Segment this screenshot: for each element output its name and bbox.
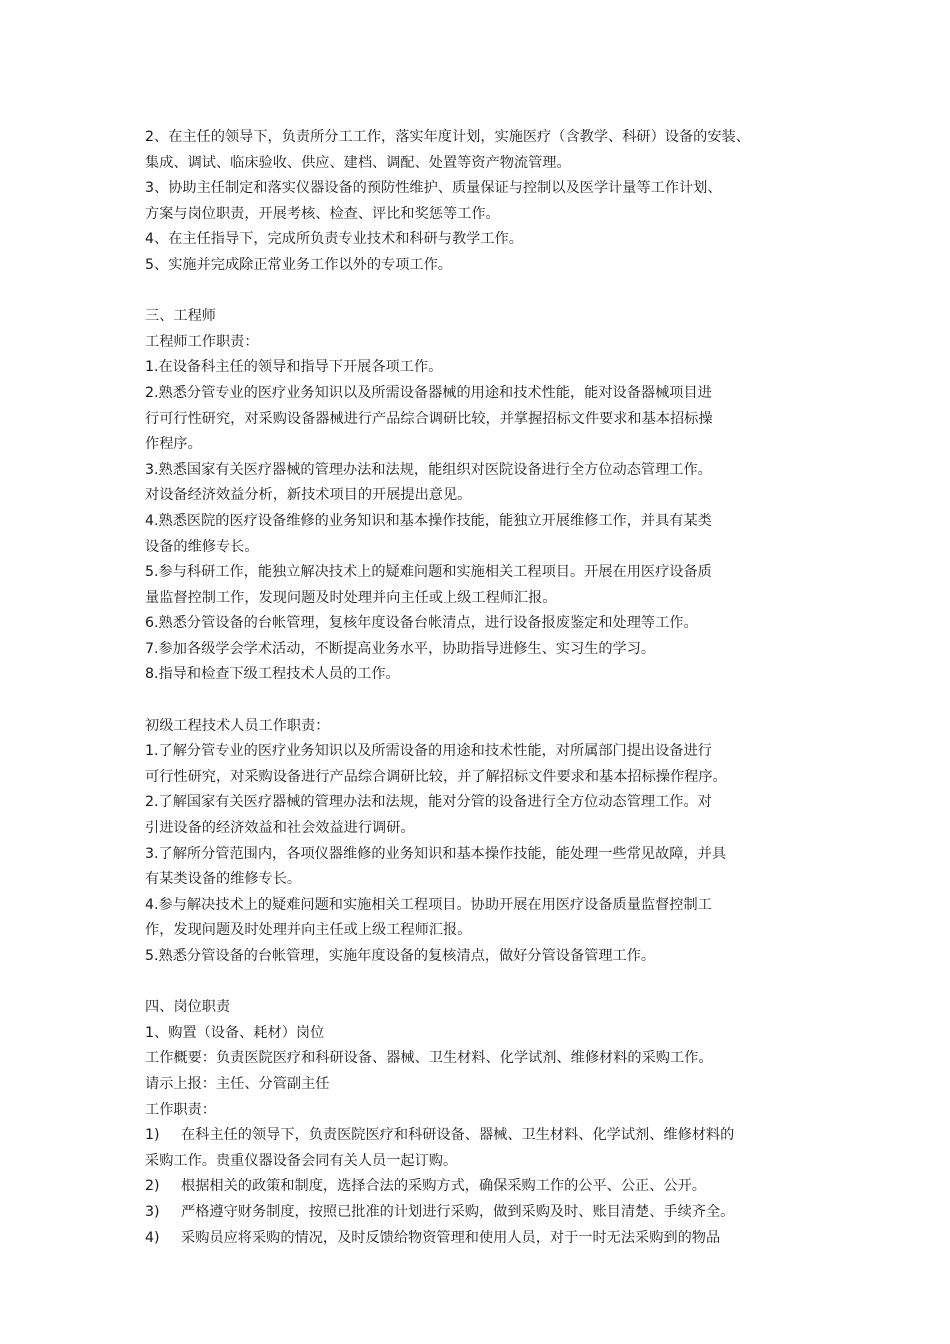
duty-item xyxy=(145,1174,815,1200)
section-heading: 三、工程师 xyxy=(145,308,216,325)
paragraph-line: 集成、调试、临床验收、供应、建档、调配、处置等资产物流管理。 xyxy=(145,154,571,171)
paragraph-line: 1.了解分管专业的医疗业务知识以及所需设备的用途和技术性能，对所属部门提出设备进行 xyxy=(145,743,712,760)
paragraph-line: 6.熟悉分管设备的台帐管理，复核年度设备台帐清点，进行设备报废鉴定和处理等工作。 xyxy=(145,615,698,632)
paragraph-line: 设备的维修专长。 xyxy=(145,538,259,555)
duty-item xyxy=(145,1200,815,1226)
paragraph-line: 7.参加各级学会学术活动，不断提高业务水平，协助指导进修生、实习生的学习。 xyxy=(145,640,656,657)
paragraph-line: 作，发现问题及时处理并向主任或上级工程师汇报。 xyxy=(145,922,472,939)
paragraph-line: 作程序。 xyxy=(145,436,202,453)
paragraph-line: 1.在设备科主任的领导和指导下开展各项工作。 xyxy=(145,359,443,376)
paragraph-line: 行可行性研究，对采购设备器械进行产品综合调研比较，并掌握招标文件要求和基本招标操 xyxy=(145,410,713,427)
paragraph-line: 3.熟悉国家有关医疗器械的管理办法和法规，能组织对医院设备进行全方位动态管理工作。 xyxy=(145,461,712,478)
duty-number: 4) xyxy=(145,1229,160,1246)
paragraph-line: 4.熟悉医院的医疗设备维修的业务知识和基本操作技能，能独立开展维修工作，并具有某类 xyxy=(145,512,712,529)
paragraph-line: 5、实施并完成除正常业务工作以外的专项工作。 xyxy=(145,256,452,273)
paragraph-line: 2、在主任的领导下，负责所分工工作，落实年度计划，实施医疗（含教学、科研）设备的安装、 xyxy=(145,129,750,145)
paragraph-line: 有某类设备的维修专长。 xyxy=(145,871,302,888)
paragraph-line: 2.了解国家有关医疗器械的管理办法和法规，能对分管的设备进行全方位动态管理工作。对 xyxy=(145,794,712,811)
paragraph-line: 4、在主任指导下，完成所负责专业技术和科研与教学工作。 xyxy=(145,231,523,248)
section-heading: 四、岗位职责 xyxy=(145,999,231,1016)
blank-line xyxy=(145,279,815,305)
duties-title: 工作职责： xyxy=(145,1101,216,1118)
blank-line xyxy=(145,970,815,996)
duty-number: 2) xyxy=(145,1178,160,1195)
paragraph-line: 2.熟悉分管专业的医疗业务知识以及所需设备器械的用途和技术性能，能对设备器械项目进 xyxy=(145,384,712,401)
paragraph-line: 8.指导和检查下级工程技术人员的工作。 xyxy=(145,666,400,683)
subsection-title: 1、购置（设备、耗材）岗位 xyxy=(145,1024,325,1041)
duty-text: 严格遵守财务制度，按照已批准的计划进行采购，做到采购及时、账目清楚、手续齐全。 xyxy=(181,1203,735,1220)
document-page xyxy=(145,125,815,1251)
duty-item-continued xyxy=(145,1149,815,1175)
paragraph-line: 4.参与解决技术上的疑难问题和实施相关工程项目。协助开展在用医疗设备质量监督控制工 xyxy=(145,896,712,913)
overview-line: 工作概要：负责医院医疗和科研设备、器械、卫生材料、化学试剂、维修材料的采购工作。 xyxy=(145,1050,713,1067)
paragraph-line: 对设备经济效益分析，新技术项目的开展提出意见。 xyxy=(145,487,472,504)
duty-text: 采购员应将采购的情况，及时反馈给物资管理和使用人员，对于一时无法采购到的物品 xyxy=(181,1229,721,1246)
duty-text: 采购工作。贵重仪器设备会同有关人员一起订购。 xyxy=(145,1152,458,1169)
duty-text: 在科主任的领导下，负责医院医疗和科研设备、器械、卫生材料、化学试剂、维修材料的 xyxy=(181,1127,735,1144)
paragraph-line: 方案与岗位职责，开展考核、检查、评比和奖惩等工作。 xyxy=(145,205,500,222)
duty-item xyxy=(145,1226,815,1252)
duty-item xyxy=(145,1123,815,1149)
report-line: 请示上报：主任、分管副主任 xyxy=(145,1075,330,1092)
blank-line xyxy=(145,688,815,714)
duty-text: 根据相关的政策和制度，选择合法的采购方式，确保采购工作的公平、公正、公开。 xyxy=(181,1178,706,1195)
paragraph-line: 3、协助主任制定和落实仪器设备的预防性维护、质量保证与控制以及医学计量等工作计划、 xyxy=(145,180,722,197)
paragraph-line: 5.熟悉分管设备的台帐管理，实施年度设备的复核清点，做好分管设备管理工作。 xyxy=(145,948,656,964)
duty-number: 1) xyxy=(145,1127,160,1144)
paragraph-line: 可行性研究，对采购设备进行产品综合调研比较，并了解招标文件要求和基本招标操作程序。 xyxy=(145,768,727,785)
paragraph-line: 5.参与科研工作，能独立解决技术上的疑难问题和实施相关工程项目。开展在用医疗设备质 xyxy=(145,564,712,581)
subsection-title: 工程师工作职责： xyxy=(145,333,259,350)
subsection-title: 初级工程技术人员工作职责： xyxy=(145,717,330,734)
paragraph-line: 3.了解所分管范围内，各项仪器维修的业务知识和基本操作技能，能处理一些常见故障，并具 xyxy=(145,845,727,862)
duty-number: 3) xyxy=(145,1203,160,1220)
paragraph-line: 引进设备的经济效益和社会效益进行调研。 xyxy=(145,820,415,837)
paragraph-line: 量监督控制工作，发现问题及时处理并向主任或上级工程师汇报。 xyxy=(145,589,557,606)
